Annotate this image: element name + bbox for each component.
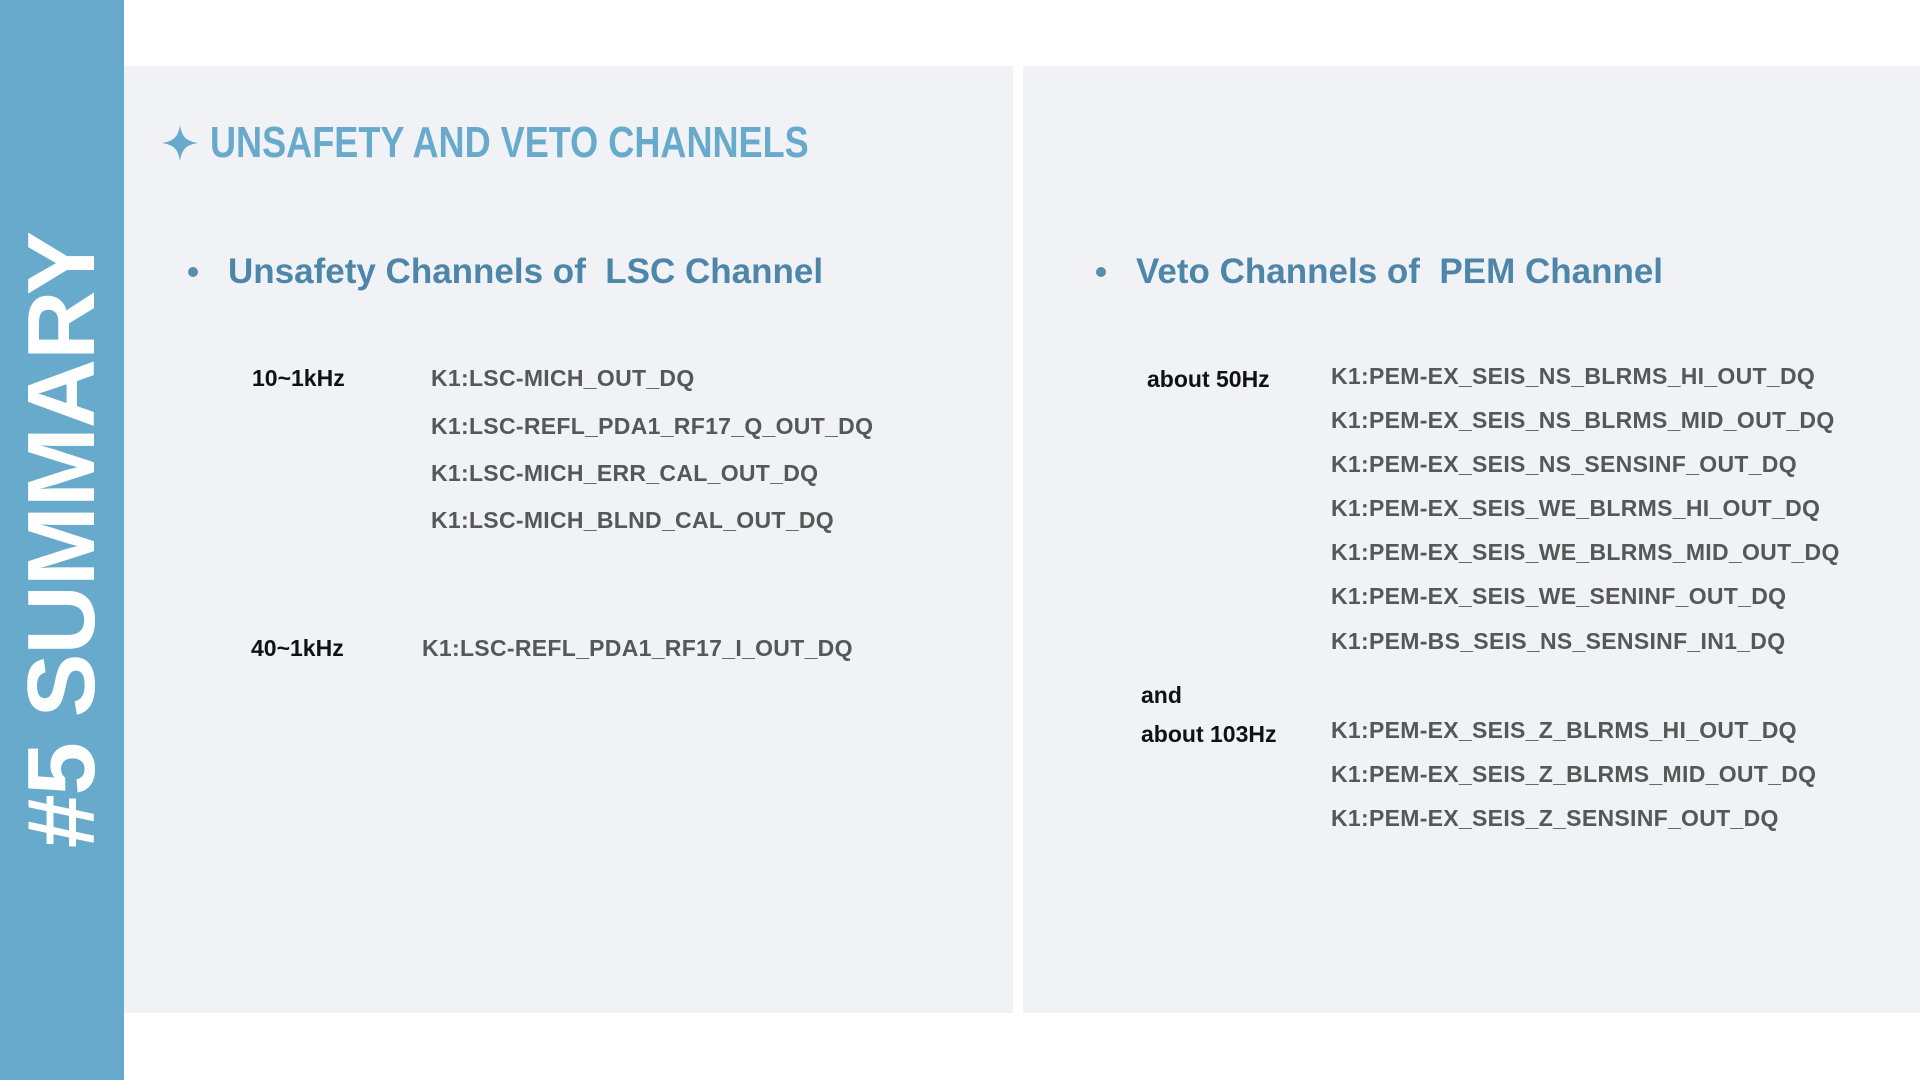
channel-item: K1:PEM-EX_SEIS_NS_BLRMS_HI_OUT_DQ bbox=[1331, 363, 1816, 389]
bullet-icon bbox=[188, 267, 198, 277]
channel-item: K1:PEM-EX_SEIS_Z_SENSINF_OUT_DQ bbox=[1331, 805, 1779, 831]
channel-item: K1:PEM-EX_SEIS_WE_BLRMS_MID_OUT_DQ bbox=[1331, 539, 1840, 565]
right-panel bbox=[1023, 66, 1920, 1013]
freq-label-and: and bbox=[1141, 682, 1182, 708]
channel-item: K1:PEM-EX_SEIS_Z_BLRMS_HI_OUT_DQ bbox=[1331, 717, 1797, 743]
channel-item: K1:PEM-EX_SEIS_WE_BLRMS_HI_OUT_DQ bbox=[1331, 495, 1821, 521]
channel-item: K1:LSC-MICH_ERR_CAL_OUT_DQ bbox=[431, 460, 819, 486]
freq-label: 40~1kHz bbox=[251, 635, 344, 661]
left-bullet-text: Unsafety Channels of LSC Channel bbox=[228, 252, 824, 291]
left-panel bbox=[124, 66, 1013, 1013]
left-bullet bbox=[188, 252, 823, 292]
channel-item: K1:PEM-EX_SEIS_NS_SENSINF_OUT_DQ bbox=[1331, 451, 1797, 477]
channel-item: K1:PEM-EX_SEIS_WE_SENINF_OUT_DQ bbox=[1331, 583, 1787, 609]
channel-item: K1:LSC-REFL_PDA1_RF17_Q_OUT_DQ bbox=[431, 413, 874, 439]
freq-label: about 50Hz bbox=[1147, 366, 1270, 392]
bullet-icon bbox=[1096, 267, 1106, 277]
channel-item: K1:LSC-MICH_OUT_DQ bbox=[431, 365, 695, 391]
right-bullet-text: Veto Channels of PEM Channel bbox=[1136, 252, 1664, 291]
channel-item: K1:PEM-EX_SEIS_NS_BLRMS_MID_OUT_DQ bbox=[1331, 407, 1835, 433]
freq-label: about 103Hz bbox=[1141, 721, 1277, 747]
sparkle-icon bbox=[160, 123, 200, 163]
channel-item: K1:PEM-BS_SEIS_NS_SENSINF_IN1_DQ bbox=[1331, 628, 1786, 654]
channel-item: K1:PEM-EX_SEIS_Z_BLRMS_MID_OUT_DQ bbox=[1331, 761, 1817, 787]
slide-heading bbox=[160, 118, 940, 168]
section-title: #5 SUMMARY bbox=[8, 232, 115, 848]
freq-label: 10~1kHz bbox=[252, 365, 345, 391]
heading-text: UNSAFETY AND VETO CHANNELS bbox=[210, 118, 809, 167]
channel-item: K1:LSC-REFL_PDA1_RF17_I_OUT_DQ bbox=[422, 635, 853, 661]
channel-item: K1:LSC-MICH_BLND_CAL_OUT_DQ bbox=[431, 507, 834, 533]
right-bullet bbox=[1096, 252, 1663, 292]
sidebar-band bbox=[0, 0, 124, 1080]
